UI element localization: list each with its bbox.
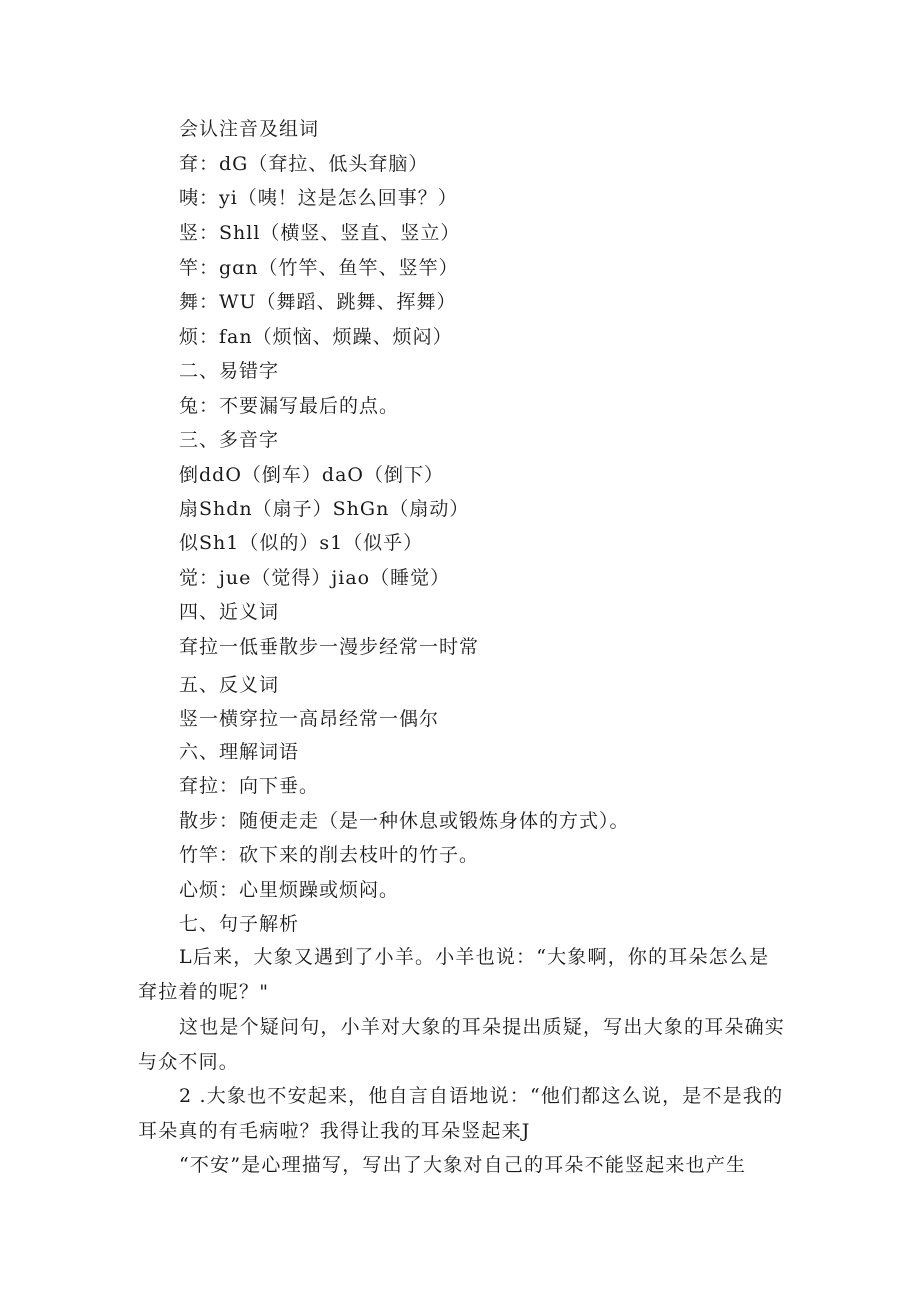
paragraph-text: “不安”是心理描写，写出了大象对自己的耳朵不能竖起来也产生: [179, 1154, 747, 1176]
polyphone-entry: 觉：jue（觉得）jiao（睡觉）: [179, 567, 451, 589]
text-line: 耷拉一低垂散步一漫步经常一时常: [179, 636, 480, 658]
char-entry: 烦：fan（烦恼、烦躁、烦闷）: [179, 326, 453, 348]
char-entry: 竖：Shll（横竖、竖直、竖立）: [179, 222, 461, 244]
text-line: 兔：不要漏写最后的点。: [179, 395, 400, 417]
polyphone-entry: 倒ddO（倒车）daO（倒下）: [179, 464, 444, 486]
section-heading: 三、多音字: [179, 429, 280, 451]
text-line: 竖一横穿拉一高昂经常一偶尔: [179, 708, 440, 730]
paragraph-text: L后来，大象又遇到了小羊。小羊也说：“大象啊，你的耳朵怎么是耷拉着的呢？": [138, 946, 770, 1003]
char-entry: 竿：gɑn（竹竿、鱼竿、竖竿）: [179, 257, 459, 279]
paragraph: [138, 1148, 788, 1183]
section-title-recognize: 会认注音及组词: [179, 118, 320, 140]
paragraph: [138, 940, 788, 1010]
paragraph: [138, 1079, 788, 1149]
section-heading: 六、理解词语: [179, 741, 300, 763]
section-heading: 七、句子解析: [179, 913, 300, 935]
polyphone-entry: 扇Shdn（扇子）ShGn（扇动）: [179, 498, 470, 520]
section-heading: 四、近义词: [179, 601, 280, 623]
paragraph: [138, 1010, 788, 1080]
definition-line: 散步：随便走走（是一种休息或锻炼身体的方式）。: [179, 810, 630, 832]
definition-line: 耷拉：向下垂。: [179, 775, 320, 797]
char-entry: 舞：WU（舞蹈、跳舞、挥舞）: [179, 291, 457, 313]
definition-line: 心烦：心里烦躁或烦闷。: [179, 879, 400, 901]
definition-line: 竹竿：砍下来的削去枝叶的竹子。: [179, 844, 480, 866]
polyphone-entry: 似Sh1（似的）s1（似乎）: [179, 532, 424, 554]
paragraph-text: 2 .大象也不安起来，他自言自语地说：“他们都这么说，是不是我的耳朵真的有毛病啦？我得让我的耳朵竖起来J: [138, 1085, 784, 1142]
section-heading: 二、易错字: [179, 360, 280, 382]
section-heading: 五、反义词: [179, 674, 280, 696]
char-entry: 耷：dG（耷拉、低头耷脑）: [179, 153, 429, 175]
paragraph-text: 这也是个疑问句，小羊对大象的耳朵提出质疑，写出大象的耳朵确实与众不同。: [138, 1016, 786, 1073]
char-entry: 咦：yi（咦！这是怎么回事？）: [179, 187, 458, 209]
